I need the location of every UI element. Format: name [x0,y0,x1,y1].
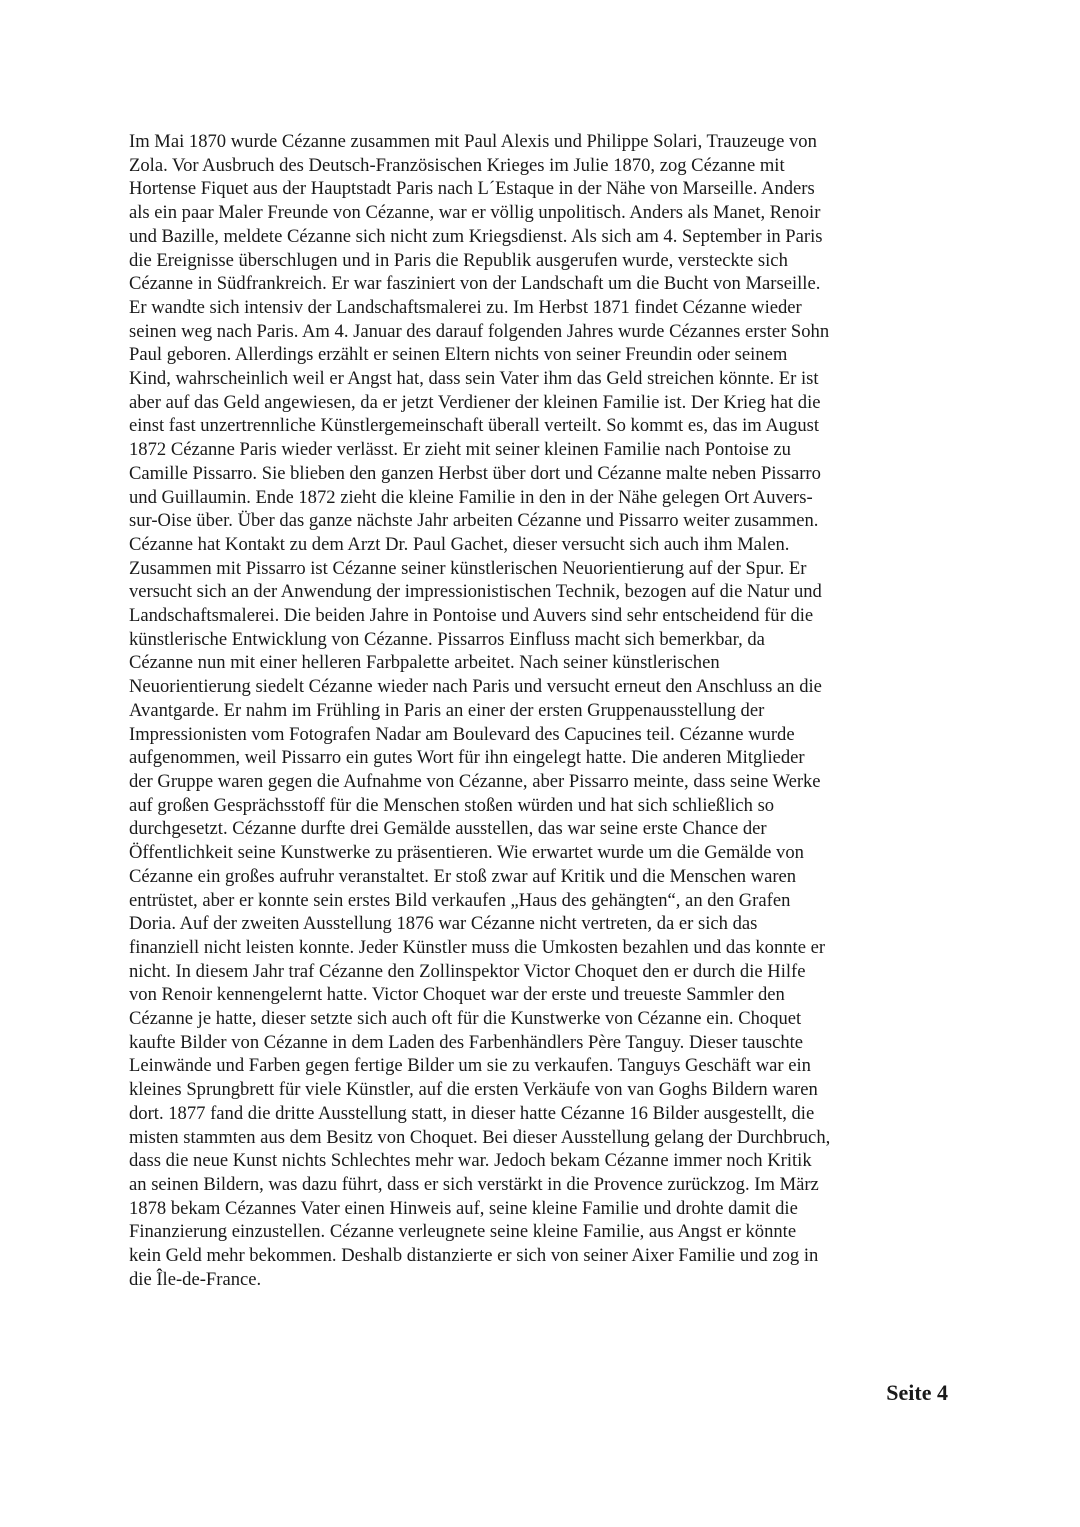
text-line: 1872 Cézanne Paris wieder verlässt. Er zieht mit seiner kleinen Familie nach Pontoise zu [129,439,791,461]
text-line: kein Geld mehr bekommen. Deshalb distanzierte er sich von seiner Aixer Familie und zog in [129,1245,819,1267]
text-line: Neuorientierung siedelt Cézanne wieder nach Paris und versucht erneut den Anschluss an die [129,676,822,698]
text-line: kaufte Bilder von Cézanne in dem Laden des Farbenhändlers Père Tanguy. Dieser tauschte [129,1031,804,1053]
body-text [129,130,955,1291]
text-line: dass die neue Kunst nichts Schlechtes mehr war. Jedoch bekam Cézanne immer noch Kritik [129,1150,812,1172]
text-line: dort. 1877 fand die dritte Ausstellung statt, in dieser hatte Cézanne 16 Bilder ausgestellt, die [129,1102,815,1124]
text-line: 1878 bekam Cézannes Vater einen Hinweis auf, seine kleine Familie und drohte damit die [129,1197,798,1219]
text-line: Zusammen mit Pissarro ist Cézanne seiner künstlerischen Neuorientierung auf der Spur. Er [129,557,807,579]
text-line: Cézanne je hatte, dieser setzte sich auch oft für die Kunstwerke von Cézanne ein. Choquet [129,1008,802,1030]
text-line: Camille Pissarro. Sie blieben den ganzen Herbst über dort und Cézanne malte neben Pissarro [129,462,821,484]
text-line: künstlerische Entwicklung von Cézanne. Pissarros Einfluss macht sich bemerkbar, da [129,628,765,650]
text-line: Finanzierung einzustellen. Cézanne verleugnete seine kleine Familie, aus Angst er könnte [129,1221,797,1243]
text-line: und Bazille, meldete Cézanne sich nicht zum Kriegsdienst. Als sich am 4. September in Paris [129,225,823,247]
text-line: nicht. In diesem Jahr traf Cézanne den Zollinspektor Victor Choquet den er durch die Hilfe [129,960,806,982]
text-line: und Guillaumin. Ende 1872 zieht die kleine Familie in den in der Nähe gelegen Ort Auvers- [129,486,813,508]
text-line: Landschaftsmalerei. Die beiden Jahre in Pontoise und Auvers sind sehr entscheidend für die [129,605,814,627]
text-line: der Gruppe waren gegen die Aufnahme von Cézanne, aber Pissarro meinte, dass seine Werke [129,770,821,792]
text-line: Leinwände und Farben gegen fertige Bilder um sie zu verkaufen. Tanguys Geschäft war ein [129,1055,811,1077]
text-line: die Ereignisse überschlugen und in Paris die Republik ausgerufen wurde, versteckte sich [129,249,788,271]
text-line: Cézanne in Südfrankreich. Er war fasziniert von der Landschaft um die Bucht von Marseille. [129,273,821,295]
text-line: sur-Oise über. Über das ganze nächste Jahr arbeiten Cézanne und Pissarro weiter zusammen. [129,510,819,532]
text-line: auf großen Gesprächsstoff für die Menschen stoßen würden und hat sich schließlich so [129,794,775,816]
text-line: Hortense Fiquet aus der Hauptstadt Paris nach L´Estaque in der Nähe von Marseille. Anders [129,178,815,200]
text-line: an seinen Bildern, was dazu führt, dass er sich verstärkt in die Provence zurückzog. Im März [129,1173,819,1195]
text-line: kleines Sprungbrett für viele Künstler, auf die ersten Verkäufe von van Goghs Bildern waren [129,1079,818,1101]
text-line: Doria. Auf der zweiten Ausstellung 1876 war Cézanne nicht vertreten, da er sich das [129,913,758,935]
text-line: von Renoir kennengelernt hatte. Victor Choquet war der erste und treueste Sammler den [129,984,785,1006]
text-line: versucht sich an der Anwendung der impressionistischen Technik, bezogen auf die Natur und [129,581,822,603]
text-line: Er wandte sich intensiv der Landschaftsmalerei zu. Im Herbst 1871 findet Cézanne wieder [129,296,802,318]
text-line: als ein paar Maler Freunde von Cézanne, war er völlig unpolitisch. Anders als Manet, Renoir [129,202,821,224]
text-line: Cézanne ein großes aufruhr veranstaltet. Er stoß zwar auf Kritik und die Menschen waren [129,865,797,887]
text-line: durchgesetzt. Cézanne durfte drei Gemälde ausstellen, das war seine erste Chance der [129,818,767,840]
text-line: Paul geboren. Allerdings erzählt er seinen Eltern nichts von seiner Freundin oder seinem [129,344,788,366]
text-line: Zola. Vor Ausbruch des Deutsch-Französischen Krieges im Julie 1870, zog Cézanne mit [129,154,785,176]
text-line: Öffentlichkeit seine Kunstwerke zu präsentieren. Wie erwartet wurde um die Gemälde von [129,842,804,864]
text-line: aufgenommen, weil Pissarro ein gutes Wort für ihn eingelegt hatte. Die anderen Mitglieder [129,747,805,769]
text-line: misten stammten aus dem Besitz von Choquet. Bei dieser Ausstellung gelang der Durchbruch, [129,1126,831,1148]
text-line: Impressionisten vom Fotografen Nadar am Boulevard des Capucines teil. Cézanne wurde [129,723,795,745]
text-line: seinen weg nach Paris. Am 4. Januar des darauf folgenden Jahres wurde Cézannes erster Sohn [129,320,830,342]
text-line: finanziell nicht leisten konnte. Jeder Künstler muss die Umkosten bezahlen und das konnte er [129,936,826,958]
text-line: Avantgarde. Er nahm im Frühling in Paris an einer der ersten Gruppenausstellung der [129,699,765,721]
text-line: Cézanne hat Kontakt zu dem Arzt Dr. Paul Gachet, dieser versucht sich auch ihm Malen. [129,533,790,555]
text-line: einst fast unzertrennliche Künstlergemeinschaft überall verteilt. So kommt es, das im August [129,415,820,437]
text-line: entrüstet, aber er konnte sein erstes Bild verkaufen „Haus des gehängten“, an den Grafen [129,889,791,911]
page-number: Seite 4 [886,1380,948,1405]
text-line: Cézanne nun mit einer helleren Farbpalette arbeitet. Nach seiner künstlerischen [129,652,720,674]
text-line: Kind, wahrscheinlich weil er Angst hat, dass sein Vater ihm das Geld streichen könnte. Er ist [129,368,819,390]
text-line: Im Mai 1870 wurde Cézanne zusammen mit Paul Alexis und Philippe Solari, Trauzeuge von [129,131,817,152]
text-line: die Île-de-France. [129,1268,262,1290]
text-line: aber auf das Geld angewiesen, da er jetzt Verdiener der kleinen Familie ist. Der Krieg hat die [129,391,821,413]
